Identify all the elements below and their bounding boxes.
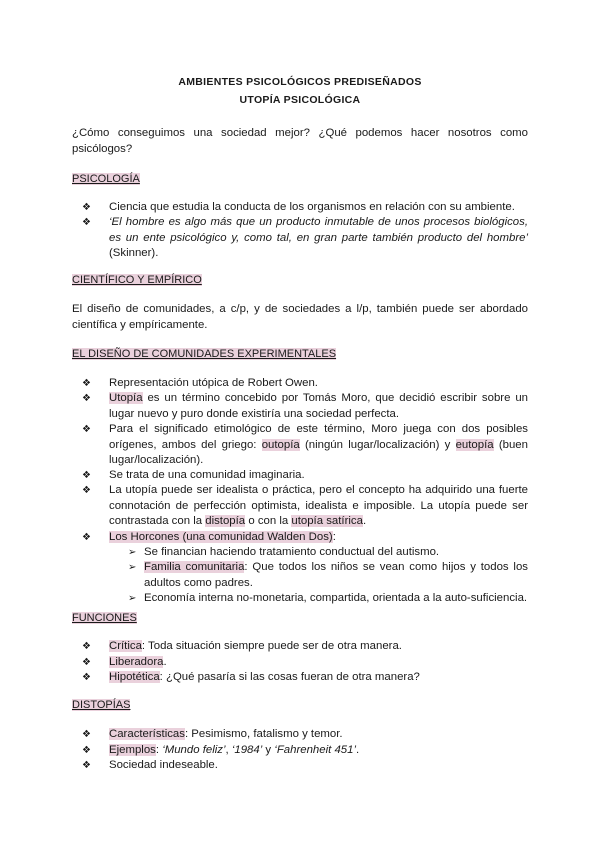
list-item-text	[109, 483, 528, 530]
text-run: o con la	[245, 515, 292, 527]
list-item	[72, 215, 528, 262]
text-run: .	[362, 515, 367, 527]
list-item-text	[109, 655, 528, 671]
text-run: es un término concebido por Tomás Moro, que decidió escribir sobre un lugar nuevo y puro donde existiría una sociedad perfecta.	[109, 392, 528, 420]
diamond-bullet-icon: ❖	[82, 532, 91, 543]
highlight-term: utopía satírica	[291, 515, 363, 527]
list-item	[72, 391, 528, 422]
list-item	[72, 743, 528, 759]
text-run: : Toda situación siempre puede ser de otra manera.	[141, 640, 402, 652]
text-run: (ningún lugar/localización) y	[299, 438, 456, 451]
list-item	[72, 639, 528, 655]
section-heading-cientifico	[72, 273, 202, 289]
list-item-text	[109, 215, 528, 262]
list-item	[72, 376, 528, 392]
list-item-text	[109, 670, 528, 686]
example-title: ‘1984’	[231, 744, 263, 756]
sub-list-item	[128, 560, 528, 591]
text-run: : ¿Qué pasaría si las cosas fueran de otra manera?	[159, 671, 420, 683]
highlight-term: Liberadora	[109, 656, 164, 668]
diamond-bullet-icon: ❖	[82, 393, 91, 404]
diamond-bullet-icon: ❖	[82, 217, 91, 228]
highlight-term: Características	[109, 728, 185, 740]
sub-list-item-text	[144, 560, 528, 591]
list-item	[72, 670, 528, 686]
list-item	[72, 758, 528, 774]
section-heading-distopias	[72, 698, 130, 714]
section-heading-diseno	[72, 347, 336, 363]
sub-list-item	[128, 545, 528, 561]
diamond-bullet-icon: ❖	[82, 729, 91, 740]
highlight-term: outopía	[261, 438, 300, 451]
list-item	[72, 530, 528, 546]
quote-author: (Skinner).	[109, 247, 159, 259]
text-run: :	[332, 531, 336, 543]
highlight-term: eutopía	[455, 438, 494, 451]
document-subtitle: UTOPÍA PSICOLÓGICA	[239, 94, 361, 106]
diamond-bullet-icon: ❖	[82, 485, 91, 496]
list-item-text: Ciencia que estudia la conducta de los organismos en relación con su ambiente.	[109, 201, 515, 213]
list-item-text: Se trata de una comunidad imaginaria.	[109, 469, 305, 481]
text-run: : Pesimismo, fatalismo y temor.	[184, 728, 343, 740]
highlight-term: Hipotética	[109, 671, 160, 683]
list-item	[72, 422, 528, 469]
text-run: : Que todos los niños se vean como hijos y todos los adultos como padres.	[144, 561, 528, 589]
arrow-bullet-icon: ➢	[128, 593, 137, 604]
list-item	[72, 655, 528, 671]
diamond-bullet-icon: ❖	[82, 202, 91, 213]
arrow-bullet-icon: ➢	[128, 547, 137, 558]
list-item-text	[109, 422, 528, 469]
heading-text: PSICOLOGÍA	[72, 173, 140, 185]
diamond-bullet-icon: ❖	[82, 672, 91, 683]
list-item-text	[109, 530, 528, 546]
list-item-text: Representación utópica de Robert Owen.	[109, 377, 318, 389]
section-heading-funciones	[72, 611, 137, 627]
highlight-term: Ejemplos	[109, 744, 156, 756]
list-item	[72, 200, 528, 216]
cientifico-paragraph: El diseño de comunidades, a c/p, y de sociedades a l/p, también puede ser abordado científica y empíricamente.	[72, 303, 528, 331]
text-run: y	[262, 744, 275, 756]
diamond-bullet-icon: ❖	[82, 745, 91, 756]
diamond-bullet-icon: ❖	[82, 657, 91, 668]
diamond-bullet-icon: ❖	[82, 470, 91, 481]
list-item	[72, 727, 528, 743]
text-run: .	[355, 744, 360, 756]
diamond-bullet-icon: ❖	[82, 378, 91, 389]
highlight-term: Crítica	[109, 640, 142, 652]
text-run: ,	[225, 744, 232, 756]
diamond-bullet-icon: ❖	[82, 641, 91, 652]
highlight-term: Utopía	[109, 392, 143, 404]
heading-text: CIENTÍFICO Y EMPÍRICO	[72, 274, 202, 286]
heading-text: EL DISEÑO DE COMUNIDADES EXPERIMENTALES	[72, 348, 337, 360]
sub-list-item-text: Se financian haciendo tratamiento conductual del autismo.	[144, 546, 440, 558]
intro-paragraph: ¿Cómo conseguimos una sociedad mejor? ¿Qué podemos hacer nosotros como psicólogos?	[72, 127, 528, 155]
heading-text: DISTOPÍAS	[72, 699, 131, 711]
document-title: AMBIENTES PSICOLÓGICOS PREDISEÑADOS	[178, 76, 422, 88]
list-item	[72, 483, 528, 530]
text-run: (buen lugar/localización).	[109, 438, 528, 466]
arrow-bullet-icon: ➢	[128, 562, 137, 573]
highlight-term: distopía	[205, 515, 246, 527]
heading-text: FUNCIONES	[72, 612, 137, 624]
text-run: :	[155, 744, 163, 756]
text-run: La utopía puede ser idealista o práctica, pero el concepto ha adquirido una fuerte connotación de perfección optimista, idealista e imposible. La utopía puede ser contrastada con la	[109, 484, 528, 527]
diamond-bullet-icon: ❖	[82, 424, 91, 435]
diamond-bullet-icon: ❖	[82, 760, 91, 771]
example-title: ‘Mundo feliz’	[162, 744, 226, 756]
list-item	[72, 468, 528, 484]
list-item-text	[109, 743, 528, 759]
list-item-text	[109, 391, 528, 422]
section-heading-psicologia	[72, 172, 140, 188]
text-run: Para el significado etimológico de este término, Moro juega con dos posibles orígenes, ambos del griego:	[109, 423, 528, 451]
text-run: .	[163, 656, 167, 668]
highlight-term: Familia comunitaria	[144, 561, 245, 573]
list-item-text	[109, 639, 528, 655]
sub-list-item-text: Economía interna no-monetaria, compartida, orientada a la auto-suficiencia.	[144, 592, 528, 604]
list-item-text: Sociedad indeseable.	[109, 759, 218, 771]
highlight-term: Los Horcones (una comunidad Walden Dos)	[109, 531, 333, 543]
example-title: ‘Fahrenheit 451’	[274, 744, 356, 756]
list-item-text	[109, 727, 528, 743]
quote-text: ‘El hombre es algo más que un producto inmutable de unos procesos biológicos, es un ente psicológico y, como tal, en gran parte también producto del hombre’	[109, 216, 528, 244]
sub-list-item	[128, 591, 528, 607]
